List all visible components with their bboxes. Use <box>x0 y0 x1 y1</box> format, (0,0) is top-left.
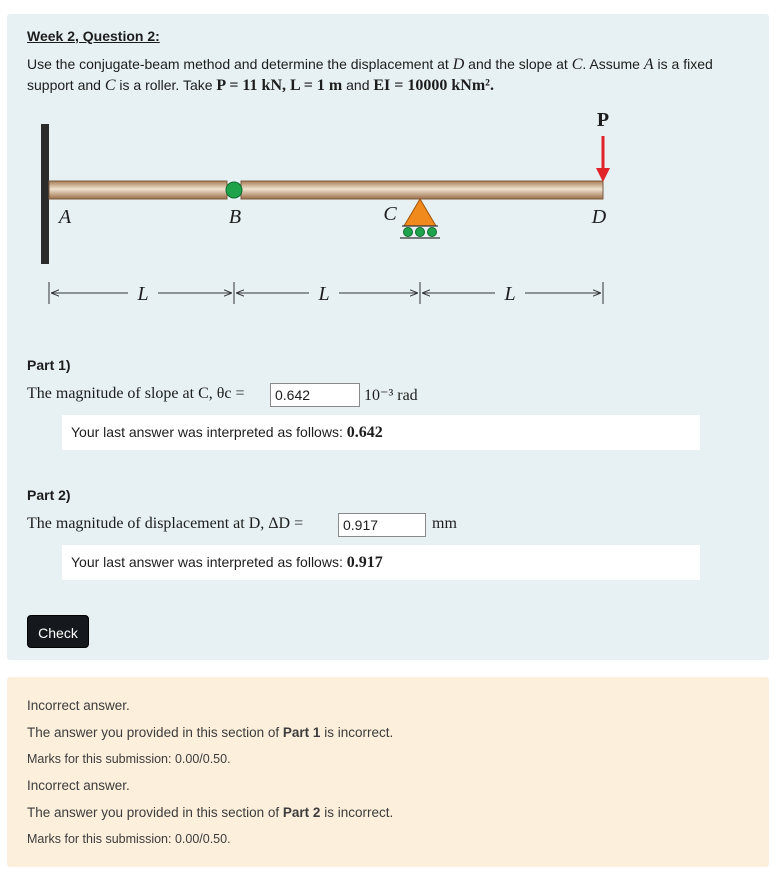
label-a: A <box>58 206 72 228</box>
hinge-b <box>226 182 242 198</box>
check-button[interactable]: Check <box>27 615 89 648</box>
dim-label-l: L <box>137 283 149 305</box>
beam-segment-bd <box>241 181 603 199</box>
roller-support-c <box>404 199 436 226</box>
roller-wheel <box>416 228 425 237</box>
label-c: C <box>383 203 397 225</box>
part2-heading: Part 2) <box>27 487 71 503</box>
question-text: Use the conjugate-beam method and determine the displacement at D and the slope at C. Assume A is a fixed support and C is a roller. Take P = 11 kN, L = 1 m and EI = 10000 kNm². <box>27 56 713 94</box>
label-d: D <box>591 206 607 228</box>
part1-interpretation: Your last answer was interpreted as follows: 0.642 <box>62 415 700 450</box>
part1-heading: Part 1) <box>27 357 71 373</box>
part1-status: Incorrect answer. <box>27 698 130 713</box>
fixed-wall <box>41 124 49 264</box>
beam-diagram <box>0 0 777 330</box>
part2-prompt: The magnitude of displacement at D, ΔD = <box>27 515 304 532</box>
part1-marks: Marks for this submission: 0.00/0.50. <box>27 752 231 766</box>
part2-marks: Marks for this submission: 0.00/0.50. <box>27 832 231 846</box>
part2-feedback: The answer you provided in this section of Part 2 is incorrect. <box>27 805 394 820</box>
part2-interpretation: Your last answer was interpreted as follows: 0.917 <box>62 545 700 580</box>
displacement-answer-input[interactable] <box>338 513 426 537</box>
dim-label-l: L <box>318 283 330 305</box>
dim-label-l: L <box>504 283 516 305</box>
part1-prompt: The magnitude of slope at C, θc = <box>27 385 245 402</box>
label-b: B <box>228 206 242 228</box>
question-title: Week 2, Question 2: <box>27 28 160 44</box>
feedback-panel <box>7 677 769 867</box>
part2-status: Incorrect answer. <box>27 778 130 793</box>
part1-feedback: The answer you provided in this section of Part 1 is incorrect. <box>27 725 394 740</box>
slope-answer-input[interactable] <box>270 383 360 407</box>
part1-unit: 10⁻³ rad <box>364 387 418 404</box>
roller-wheel <box>404 228 413 237</box>
part2-unit: mm <box>432 515 457 532</box>
roller-wheel <box>428 228 437 237</box>
label-p: P <box>596 109 610 131</box>
beam-segment-ab <box>49 181 227 199</box>
load-arrowhead <box>596 168 610 182</box>
